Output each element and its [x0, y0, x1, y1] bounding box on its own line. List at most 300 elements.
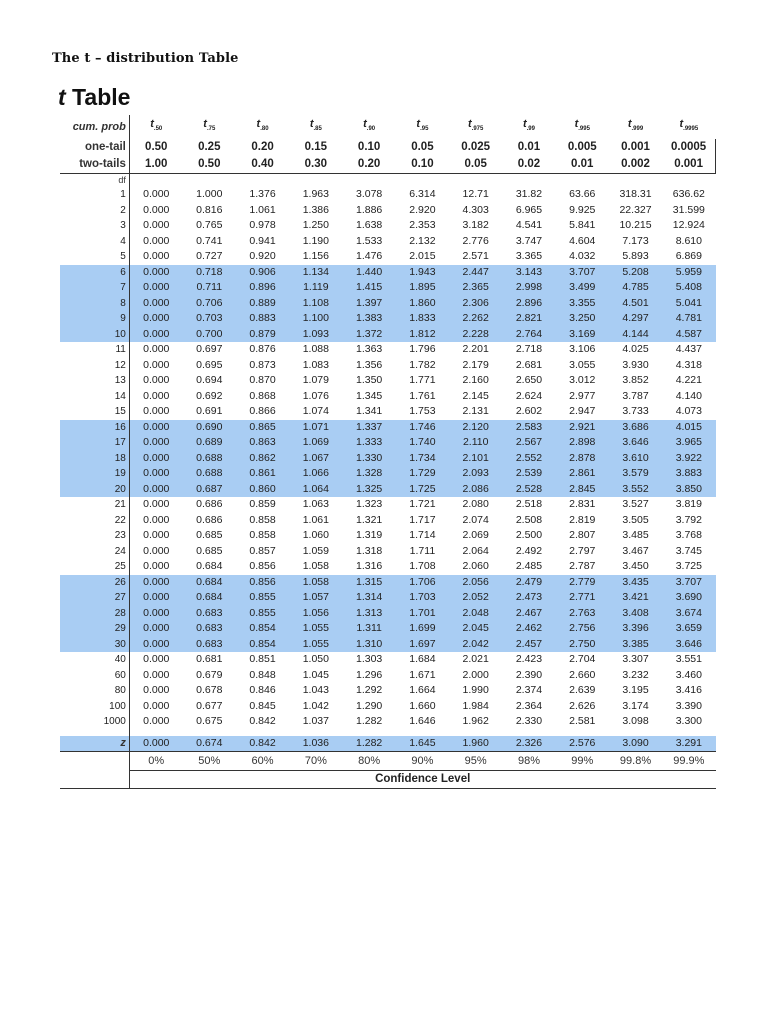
header-one-tail-row [60, 139, 716, 156]
cum-prob-header-cell [342, 115, 395, 139]
critical-value-cell: 1.250 [302, 219, 329, 232]
df-value: 9 [60, 311, 129, 327]
critical-value-cell: 0.000 [129, 482, 182, 498]
two-tails-value: 0.02 [502, 156, 555, 174]
header-cum-prob-row [60, 115, 716, 139]
critical-value-cell: 4.015 [662, 420, 715, 436]
critical-value-cell: 2.528 [502, 482, 555, 498]
table-row [60, 513, 716, 529]
table-row [60, 218, 716, 234]
critical-value-cell: 1.812 [396, 327, 449, 343]
df-value: 12 [60, 358, 129, 374]
critical-value-cell: 1.190 [302, 234, 329, 247]
critical-value-cell: 0.856 [236, 575, 289, 591]
critical-value-cell: 2.821 [502, 311, 555, 327]
df-value: 80 [60, 683, 129, 699]
cum-prob-subscript: .95 [420, 126, 429, 133]
critical-value-cell: 0.688 [183, 466, 236, 482]
critical-value-cell: 0.000 [143, 250, 170, 263]
confidence-level-cell: 95% [464, 755, 487, 768]
critical-value-cell: 2.500 [515, 529, 543, 542]
confidence-level-cell: 98% [517, 755, 540, 768]
critical-value-cell: 1.729 [396, 466, 449, 482]
cum-prob-header-cell [449, 115, 502, 139]
critical-value-cell: 1.310 [342, 637, 395, 653]
table-row [60, 327, 716, 343]
critical-value-cell: 0.920 [249, 250, 276, 263]
critical-value-cell: 0.000 [129, 311, 182, 327]
table-row [60, 187, 716, 203]
critical-value-cell: 0.678 [196, 684, 223, 697]
critical-value-cell: 3.965 [662, 435, 715, 451]
critical-value-cell: 2.947 [569, 405, 596, 418]
critical-value-cell: 0.684 [183, 590, 236, 606]
z-value-cell: 1.645 [396, 736, 449, 752]
critical-value-cell: 3.106 [569, 343, 596, 356]
critical-value-cell: 0.000 [143, 188, 170, 201]
critical-value-cell: 1.333 [342, 435, 395, 451]
z-value-cell: 2.326 [502, 736, 555, 752]
critical-value-cell: 0.889 [236, 296, 289, 312]
confidence-level-cell: 99% [571, 755, 594, 768]
critical-value-cell: 2.056 [449, 575, 502, 591]
critical-value-cell: 5.893 [622, 250, 649, 263]
cum-prob-subscript: .975 [471, 126, 484, 133]
critical-value-cell: 1.356 [355, 358, 383, 371]
critical-value-cell: 3.195 [622, 684, 649, 697]
table-row [60, 265, 716, 281]
critical-value-cell: 318.31 [619, 188, 652, 201]
critical-value-cell: 0.697 [196, 343, 223, 356]
z-value-cell: 1.036 [289, 736, 342, 752]
table-title-italic: t [58, 84, 66, 110]
critical-value-cell: 3.733 [622, 405, 649, 418]
df-value: 6 [60, 265, 129, 281]
critical-value-cell: 1.316 [355, 560, 383, 573]
critical-value-cell: 3.174 [622, 699, 649, 712]
critical-value-cell: 1.079 [302, 374, 329, 387]
critical-value-cell: 0.851 [249, 653, 276, 666]
one-tail-value: 0.15 [304, 141, 328, 154]
critical-value-cell: 2.060 [462, 560, 489, 573]
critical-value-cell: 2.750 [556, 637, 609, 653]
critical-value-cell: 1.646 [409, 715, 436, 728]
critical-value-cell: 1.386 [302, 203, 329, 216]
critical-value-cell: 1.055 [289, 637, 342, 653]
two-tails-value: 0.001 [662, 156, 715, 174]
critical-value-cell: 0.000 [129, 621, 182, 637]
critical-value-cell: 2.228 [449, 327, 502, 343]
critical-value-cell: 2.845 [556, 482, 609, 498]
critical-value-cell: 0.765 [196, 219, 223, 232]
document-title: The t – distribution Table [52, 51, 239, 66]
critical-value-cell: 2.660 [569, 668, 596, 681]
critical-value-cell: 5.041 [662, 296, 715, 312]
critical-value-cell: 1.330 [342, 451, 395, 467]
critical-value-cell: 3.707 [662, 575, 715, 591]
cum-prob-header-cell [556, 115, 609, 139]
critical-value-cell: 3.467 [622, 544, 649, 557]
critical-value-cell: 3.674 [662, 606, 715, 622]
critical-value-cell: 1.345 [355, 389, 383, 402]
critical-value-cell: 1.292 [355, 684, 383, 697]
header-df-row [60, 174, 716, 188]
critical-value-cell: 0.000 [143, 668, 170, 681]
critical-value-cell: 22.327 [619, 203, 652, 216]
critical-value-cell: 2.467 [502, 606, 555, 622]
critical-value-cell: 3.408 [609, 606, 662, 622]
one-tail-value: 0.005 [567, 141, 597, 154]
critical-value-cell: 0.703 [183, 311, 236, 327]
critical-value-cell: 1.376 [249, 188, 276, 201]
critical-value-cell: 0.695 [196, 358, 223, 371]
critical-value-cell: 3.250 [556, 311, 609, 327]
critical-value-cell: 0.718 [183, 265, 236, 281]
two-tails-value: 0.05 [449, 156, 502, 174]
critical-value-cell: 0.700 [183, 327, 236, 343]
df-value: 25 [60, 559, 129, 575]
critical-value-cell: 1.061 [302, 513, 329, 526]
critical-value-cell: 0.000 [143, 358, 170, 371]
critical-value-cell: 0.000 [129, 590, 182, 606]
critical-value-cell: 0.685 [196, 529, 223, 542]
critical-value-cell: 0.941 [249, 234, 276, 247]
critical-value-cell: 5.841 [569, 219, 596, 232]
critical-value-cell: 2.779 [556, 575, 609, 591]
df-value: 15 [60, 404, 129, 420]
critical-value-cell: 2.064 [462, 544, 489, 557]
one-tail-value: 0.01 [517, 141, 541, 154]
critical-value-cell: 4.140 [675, 389, 702, 402]
critical-value-cell: 0.000 [143, 343, 170, 356]
cum-prob-header-cell [662, 115, 715, 139]
critical-value-cell: 0.677 [196, 699, 223, 712]
critical-value-cell: 2.086 [449, 482, 502, 498]
critical-value-cell: 2.624 [515, 389, 543, 402]
one-tail-value: 0.025 [461, 141, 491, 154]
critical-value-cell: 1.660 [409, 699, 436, 712]
table-row [60, 575, 716, 591]
critical-value-cell: 0.863 [236, 435, 289, 451]
df-value: 40 [60, 652, 129, 668]
critical-value-cell: 3.055 [569, 358, 596, 371]
critical-value-cell: 3.852 [622, 374, 649, 387]
critical-value-cell: 1.058 [302, 560, 329, 573]
critical-value-cell: 0.000 [129, 435, 182, 451]
critical-value-cell: 1.134 [289, 265, 342, 281]
critical-value-cell: 2.898 [556, 435, 609, 451]
critical-value-cell: 2.819 [569, 513, 596, 526]
table-row [60, 404, 716, 420]
critical-value-cell: 0.000 [129, 327, 182, 343]
critical-value-cell: 1.042 [302, 699, 329, 712]
critical-value-cell: 0.866 [249, 405, 276, 418]
critical-value-cell: 0.868 [249, 389, 276, 402]
critical-value-cell: 0.685 [196, 544, 223, 557]
critical-value-cell: 0.000 [129, 466, 182, 482]
critical-value-cell: 3.930 [622, 358, 649, 371]
table-body [60, 187, 716, 771]
cum-prob-subscript: .9995 [683, 126, 699, 133]
critical-value-cell: 1.296 [355, 668, 383, 681]
critical-value-cell: 31.599 [672, 203, 705, 216]
critical-value-cell: 2.262 [449, 311, 502, 327]
critical-value-cell: 1.706 [396, 575, 449, 591]
critical-value-cell: 2.771 [556, 590, 609, 606]
confidence-level-cell: 60% [251, 755, 274, 768]
critical-value-cell: 3.792 [675, 513, 702, 526]
critical-value-cell: 10.215 [619, 219, 652, 232]
cum-prob-symbol: t [522, 118, 527, 130]
critical-value-cell: 2.353 [409, 219, 436, 232]
critical-value-cell: 2.807 [569, 529, 596, 542]
table-row [60, 358, 716, 374]
critical-value-cell: 2.069 [462, 529, 489, 542]
critical-value-cell: 2.756 [556, 621, 609, 637]
critical-value-cell: 0.692 [196, 389, 223, 402]
critical-value-cell: 3.725 [675, 560, 702, 573]
confidence-level-cell: 50% [198, 755, 221, 768]
critical-value-cell: 1.093 [289, 327, 342, 343]
critical-value-cell: 2.626 [569, 699, 596, 712]
df-value: 4 [60, 234, 129, 250]
df-value: 100 [60, 699, 129, 715]
critical-value-cell: 2.330 [515, 715, 543, 728]
critical-value-cell: 1.058 [289, 575, 342, 591]
critical-value-cell: 4.297 [609, 311, 662, 327]
one-tail-value: 0.001 [621, 141, 650, 154]
critical-value-cell: 2.364 [515, 699, 543, 712]
critical-value-cell: 0.000 [143, 560, 170, 573]
table-row [60, 373, 716, 389]
critical-value-cell: 2.878 [556, 451, 609, 467]
critical-value-cell: 0.000 [143, 544, 170, 557]
critical-value-cell: 3.787 [622, 389, 649, 402]
cum-prob-subscript: .995 [578, 126, 590, 133]
critical-value-cell: 2.052 [449, 590, 502, 606]
critical-value-cell: 2.583 [502, 420, 555, 436]
cum-prob-header-cell [289, 115, 342, 139]
table-row [60, 311, 716, 327]
critical-value-cell: 1.990 [462, 684, 489, 697]
critical-value-cell: 1.303 [355, 653, 383, 666]
critical-value-cell: 0.857 [249, 544, 276, 557]
critical-value-cell: 1.323 [355, 498, 383, 511]
critical-value-cell: 2.896 [502, 296, 555, 312]
critical-value-cell: 31.82 [515, 188, 543, 201]
df-value: 22 [60, 513, 129, 529]
critical-value-cell: 1.717 [409, 513, 436, 526]
table-row [60, 652, 716, 668]
critical-value-cell: 3.098 [622, 715, 649, 728]
table-footer [60, 771, 716, 789]
critical-value-cell: 1.066 [289, 466, 342, 482]
critical-value-cell: 0.000 [143, 513, 170, 526]
critical-value-cell: 0.876 [249, 343, 276, 356]
df-value: 7 [60, 280, 129, 296]
critical-value-cell: 1.740 [396, 435, 449, 451]
critical-value-cell: 3.707 [556, 265, 609, 281]
df-value: 10 [60, 327, 129, 343]
critical-value-cell: 1.000 [196, 188, 223, 201]
critical-value-cell: 12.71 [462, 188, 489, 201]
cum-prob-symbol: t [416, 118, 421, 130]
critical-value-cell: 1.088 [302, 343, 329, 356]
critical-value-cell: 3.355 [556, 296, 609, 312]
critical-value-cell: 0.848 [249, 668, 276, 681]
critical-value-cell: 2.120 [449, 420, 502, 436]
table-row [60, 249, 716, 265]
critical-value-cell: 1.383 [342, 311, 395, 327]
df-value: 28 [60, 606, 129, 622]
critical-value-cell: 1.833 [396, 311, 449, 327]
critical-value-cell: 0.689 [183, 435, 236, 451]
critical-value-cell: 0.000 [129, 575, 182, 591]
cum-prob-label: cum. prob [60, 115, 129, 139]
cum-prob-header-cell [502, 115, 555, 139]
one-tail-value: 0.25 [198, 141, 221, 154]
critical-value-cell: 1.684 [409, 653, 436, 666]
critical-value-cell: 3.012 [569, 374, 596, 387]
df-value: 11 [60, 342, 129, 358]
table-row [60, 497, 716, 513]
table-row [60, 482, 716, 498]
critical-value-cell: 8.610 [675, 234, 702, 247]
critical-value-cell: 3.579 [609, 466, 662, 482]
table-row [60, 203, 716, 219]
critical-value-cell: 1.664 [409, 684, 436, 697]
table-row [60, 435, 716, 451]
critical-value-cell: 4.025 [622, 343, 649, 356]
one-tail-label: one-tail [60, 139, 129, 156]
critical-value-cell: 0.000 [129, 296, 182, 312]
critical-value-cell: 1.282 [355, 715, 383, 728]
critical-value-cell: 1.060 [302, 529, 329, 542]
critical-value-cell: 3.300 [675, 715, 702, 728]
critical-value-cell: 1.476 [355, 250, 383, 263]
critical-value-cell: 3.551 [675, 653, 702, 666]
critical-value-cell: 0.690 [183, 420, 236, 436]
critical-value-cell: 2.201 [462, 343, 489, 356]
critical-value-cell: 3.421 [609, 590, 662, 606]
critical-value-cell: 3.610 [609, 451, 662, 467]
cum-prob-symbol: t [574, 118, 579, 130]
critical-value-cell: 3.850 [662, 482, 715, 498]
critical-value-cell: 0.683 [183, 621, 236, 637]
critical-value-cell: 4.221 [675, 374, 702, 387]
critical-value-cell: 1.100 [289, 311, 342, 327]
critical-value-cell: 2.764 [502, 327, 555, 343]
critical-value-cell: 1.328 [342, 466, 395, 482]
critical-value-cell: 1.984 [462, 699, 489, 712]
z-value-cell: 1.282 [342, 736, 395, 752]
critical-value-cell: 2.920 [409, 203, 436, 216]
critical-value-cell: 0.870 [249, 374, 276, 387]
critical-value-cell: 1.963 [302, 188, 329, 201]
confidence-level-cell: 0% [148, 755, 165, 768]
critical-value-cell: 1.061 [249, 203, 276, 216]
critical-value-cell: 2.473 [502, 590, 555, 606]
table-title-rest: Table [65, 84, 131, 110]
critical-value-cell: 1.699 [396, 621, 449, 637]
critical-value-cell: 1.440 [342, 265, 395, 281]
cum-prob-symbol: t [627, 118, 632, 130]
confidence-label-spacer [60, 771, 129, 789]
df-value: 19 [60, 466, 129, 482]
critical-value-cell: 0.842 [249, 715, 276, 728]
critical-value-cell: 3.232 [622, 668, 649, 681]
critical-value-cell: 4.144 [609, 327, 662, 343]
critical-value-cell: 1.721 [409, 498, 436, 511]
critical-value-cell: 1.319 [355, 529, 383, 542]
critical-value-cell: 1.083 [302, 358, 329, 371]
critical-value-cell: 2.602 [515, 405, 543, 418]
df-value: 30 [60, 637, 129, 653]
critical-value-cell: 4.073 [675, 405, 702, 418]
critical-value-cell: 2.704 [569, 653, 596, 666]
critical-value-cell: 0.000 [143, 699, 170, 712]
table-row [60, 714, 716, 730]
critical-value-cell: 0.865 [236, 420, 289, 436]
critical-value-cell: 0.683 [183, 606, 236, 622]
table-row [60, 683, 716, 699]
z-value-cell: 0.000 [129, 736, 182, 752]
critical-value-cell: 636.62 [672, 188, 705, 201]
critical-value-cell: 0.000 [129, 637, 182, 653]
df-value: 16 [60, 420, 129, 436]
cum-prob-symbol: t [468, 118, 472, 130]
critical-value-cell: 2.797 [569, 544, 596, 557]
one-tail-value: 0.10 [357, 141, 381, 154]
critical-value-cell: 1.057 [289, 590, 342, 606]
two-tails-value: 0.50 [183, 156, 236, 174]
two-tails-value: 0.40 [236, 156, 289, 174]
critical-value-cell: 4.587 [662, 327, 715, 343]
critical-value-cell: 0.000 [143, 234, 170, 247]
critical-value-cell: 0.000 [143, 529, 170, 542]
df-value: 20 [60, 482, 129, 498]
critical-value-cell: 3.819 [675, 498, 702, 511]
table-row [60, 590, 716, 606]
critical-value-cell: 2.457 [502, 637, 555, 653]
critical-value-cell: 2.485 [515, 560, 543, 573]
critical-value-cell: 3.078 [355, 188, 383, 201]
critical-value-cell: 0.860 [236, 482, 289, 498]
critical-value-cell: 1.056 [289, 606, 342, 622]
critical-value-cell: 1.708 [409, 560, 436, 573]
critical-value-cell: 1.055 [289, 621, 342, 637]
critical-value-cell: 2.042 [449, 637, 502, 653]
cum-prob-symbol: t [150, 118, 154, 130]
critical-value-cell: 2.998 [502, 280, 555, 296]
critical-value-cell: 2.861 [556, 466, 609, 482]
critical-value-cell: 4.303 [462, 203, 489, 216]
critical-value-cell: 0.679 [196, 668, 223, 681]
critical-value-cell: 12.924 [672, 219, 705, 232]
one-tail-value: 0.20 [251, 141, 274, 154]
critical-value-cell: 1.314 [342, 590, 395, 606]
critical-value-cell: 1.415 [342, 280, 395, 296]
critical-value-cell: 0.683 [183, 637, 236, 653]
critical-value-cell: 5.959 [662, 265, 715, 281]
table-row [60, 420, 716, 436]
critical-value-cell: 3.143 [502, 265, 555, 281]
two-tails-value: 0.10 [396, 156, 449, 174]
critical-value-cell: 0.727 [196, 250, 223, 263]
critical-value-cell: 0.686 [196, 498, 223, 511]
critical-value-cell: 2.831 [569, 498, 596, 511]
z-row [60, 736, 716, 752]
